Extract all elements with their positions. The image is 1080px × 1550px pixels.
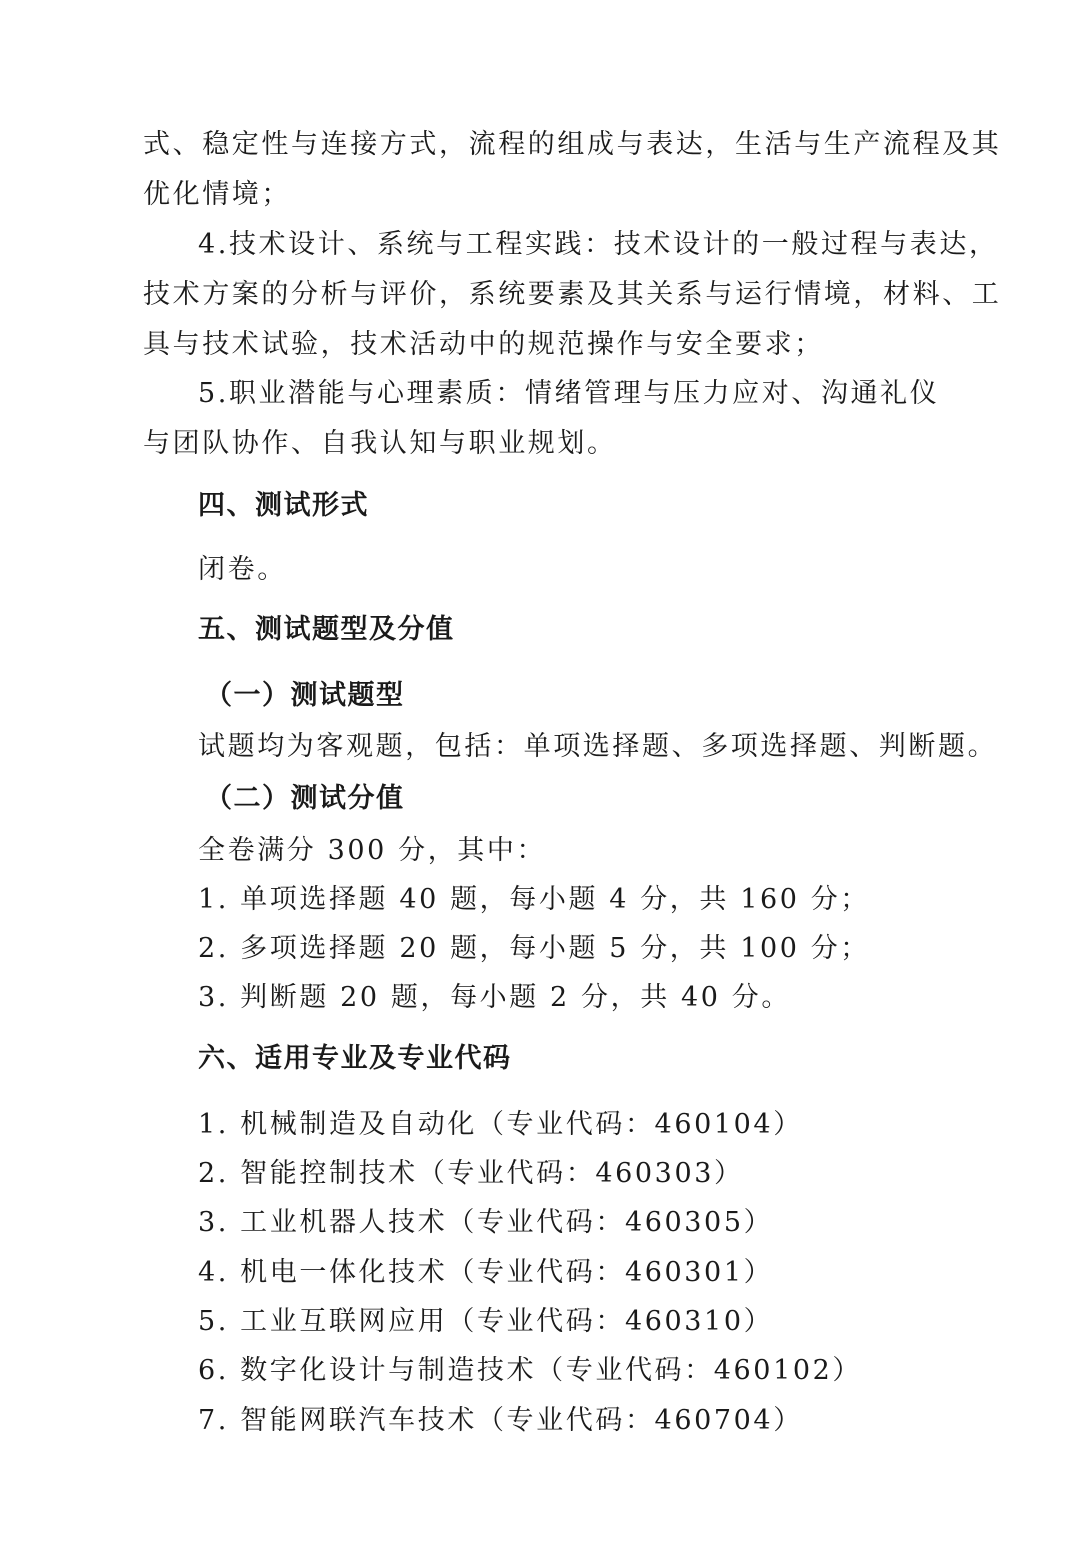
paragraph-3-line-2: 优化情境； [143, 179, 291, 210]
major-item: 3. 工业机器人技术（专业代码：460305） [198, 1207, 774, 1238]
section-6-heading: 六、适用专业及专业代码 [198, 1043, 512, 1074]
major-item: 1. 机械制造及自动化（专业代码：460104） [198, 1109, 803, 1140]
paragraph-5-line-2: 与团队协作、自我认知与职业规划。 [143, 428, 617, 459]
major-item: 7. 智能网联汽车技术（专业代码：460704） [198, 1405, 803, 1436]
paragraph-4-line-2: 技术方案的分析与评价，系统要素及其关系与运行情境，材料、工 [143, 279, 1002, 310]
paragraph-5-line-1: 5.职业潜能与心理素质：情绪管理与压力应对、沟通礼仪 [198, 378, 940, 409]
major-item: 2. 智能控制技术（专业代码：460303） [198, 1158, 744, 1189]
major-item: 5. 工业互联网应用（专业代码：460310） [198, 1306, 774, 1337]
score-item: 2. 多项选择题 20 题，每小题 5 分，共 100 分； [198, 933, 870, 964]
subsection-2-intro: 全卷满分 300 分，其中： [198, 835, 547, 866]
subsection-1-heading: （一）测试题型 [205, 680, 405, 711]
paragraph-3-line-1: 式、稳定性与连接方式，流程的组成与表达，生活与生产流程及其 [143, 129, 1002, 160]
paragraph-4-line-1: 4.技术设计、系统与工程实践：技术设计的一般过程与表达， [198, 229, 999, 260]
section-4-heading: 四、测试形式 [198, 490, 369, 521]
section-4-body: 闭卷。 [198, 554, 287, 585]
subsection-1-body: 试题均为客观题，包括：单项选择题、多项选择题、判断题。 [198, 731, 998, 762]
score-item: 3. 判断题 20 题，每小题 2 分，共 40 分。 [198, 982, 791, 1013]
subsection-2-heading: （二）测试分值 [205, 783, 405, 814]
section-5-heading: 五、测试题型及分值 [198, 614, 455, 645]
major-item: 6. 数字化设计与制造技术（专业代码：460102） [198, 1355, 863, 1386]
paragraph-4-line-3: 具与技术试验，技术活动中的规范操作与安全要求； [143, 329, 824, 360]
score-item: 1. 单项选择题 40 题，每小题 4 分，共 160 分； [198, 884, 870, 915]
major-item: 4. 机电一体化技术（专业代码：460301） [198, 1257, 774, 1288]
